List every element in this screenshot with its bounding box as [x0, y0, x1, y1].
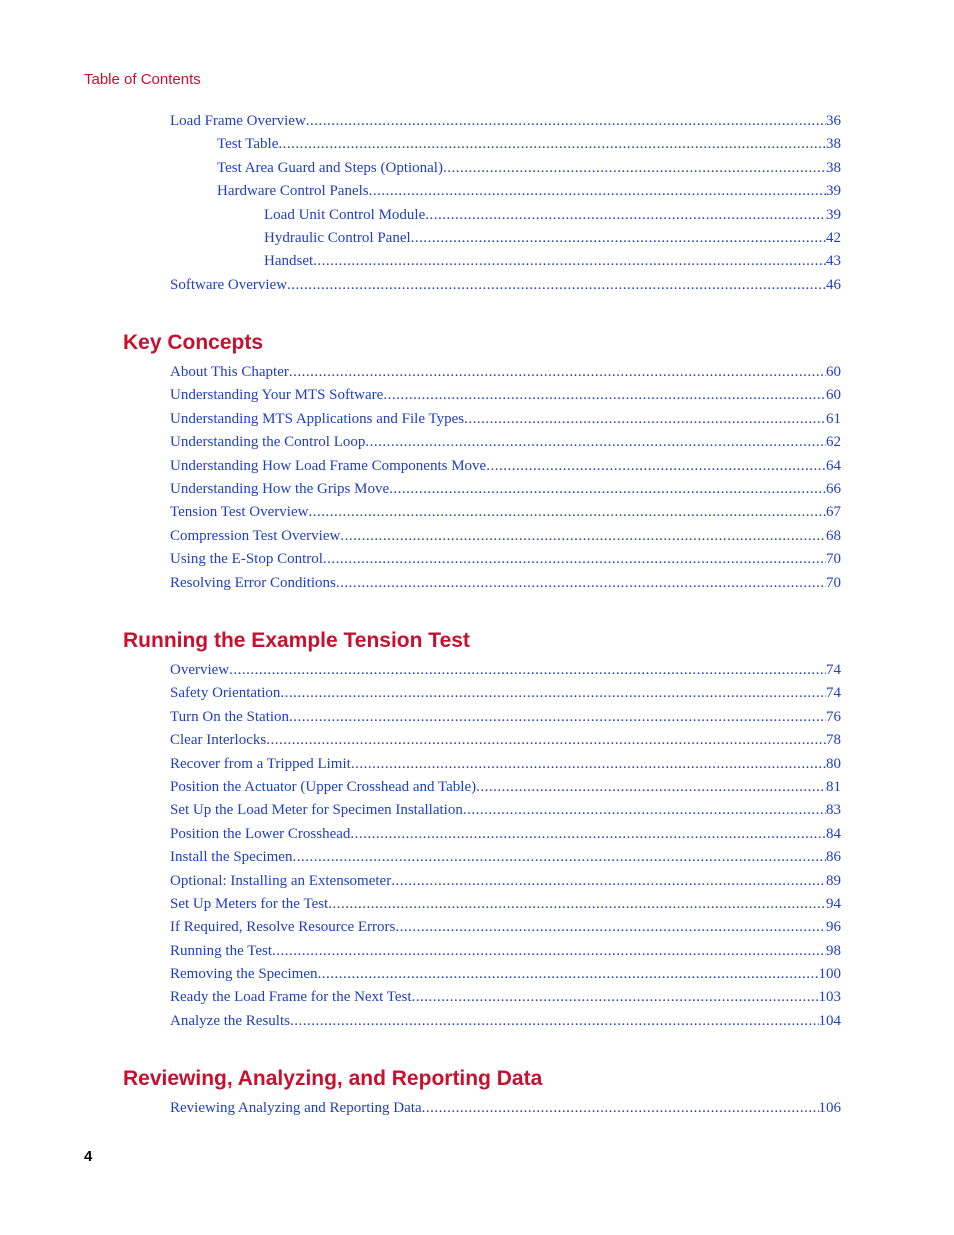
toc-entry-page: 39 [826, 183, 841, 200]
toc-entry-page: 70 [826, 551, 841, 568]
toc-entry-title: Test Table [217, 136, 279, 153]
toc-entry-page: 100 [818, 966, 841, 983]
toc-entry[interactable] [170, 753, 841, 776]
toc-list-running-example [170, 659, 841, 1033]
toc-entry-title: Install the Specimen [170, 849, 293, 866]
toc-entry-page: 74 [826, 685, 841, 702]
toc-entry-title: Recover from a Tripped Limit [170, 755, 351, 772]
toc-entry-title: Optional: Installing an Extensometer [170, 872, 392, 889]
toc-entry[interactable] [170, 157, 841, 180]
toc-entry[interactable] [170, 916, 841, 939]
toc-entry-title: Hardware Control Panels [217, 183, 369, 200]
toc-entry[interactable] [170, 659, 841, 682]
toc-entry-title: Compression Test Overview [170, 527, 341, 544]
toc-entry-page: 68 [826, 527, 841, 544]
toc-entry-title: Understanding How Load Frame Components Move [170, 457, 487, 474]
toc-entry-title: Turn On the Station [170, 708, 290, 725]
toc-entry[interactable] [170, 682, 841, 705]
toc-entry-title: About This Chapter [170, 364, 289, 380]
toc-entry-page: 81 [826, 778, 841, 795]
toc-entry[interactable] [170, 227, 841, 250]
toc-leader-dots [289, 706, 826, 729]
toc-entry[interactable] [170, 940, 841, 963]
toc-entry-page: 86 [826, 849, 841, 866]
toc-list-key-concepts [170, 361, 841, 595]
toc-entry[interactable] [170, 823, 841, 846]
toc-leader-dots [229, 659, 826, 682]
toc-entry-title: Running the Test [170, 942, 273, 959]
toc-entry-title: Understanding MTS Applications and File Types [170, 410, 465, 427]
toc-leader-dots [350, 823, 826, 846]
toc-entry[interactable] [170, 133, 841, 156]
toc-leader-dots [323, 548, 826, 571]
toc-entry-page: 38 [826, 159, 841, 176]
toc-entry[interactable] [170, 1097, 841, 1120]
toc-entry[interactable] [170, 250, 841, 273]
toc-entry-page: 42 [826, 229, 841, 246]
toc-leader-dots [336, 572, 826, 595]
toc-leader-dots [443, 157, 826, 180]
toc-entry-title: Reviewing Analyzing and Reporting Data [170, 1100, 422, 1116]
toc-entry-page: 83 [826, 802, 841, 819]
toc-entry-title: Clear Interlocks [170, 732, 267, 749]
toc-leader-dots [308, 501, 826, 524]
toc-entry[interactable] [170, 729, 841, 752]
toc-entry[interactable] [170, 274, 841, 297]
toc-leader-dots [365, 431, 826, 454]
toc-entry-page: 66 [826, 480, 841, 497]
toc-leader-dots [306, 110, 826, 133]
toc-leader-dots [328, 893, 826, 916]
toc-leader-dots [289, 361, 826, 384]
page-number: 4 [84, 1148, 93, 1165]
toc-list-reviewing-data [170, 1097, 841, 1120]
toc-entry-page: 46 [826, 276, 841, 293]
toc-entry[interactable] [170, 870, 841, 893]
toc-entry-title: Analyze the Results [170, 1012, 290, 1029]
toc-leader-dots [351, 753, 826, 776]
toc-entry-title: Position the Actuator (Upper Crosshead and Table) [170, 778, 477, 795]
toc-entry-page: 98 [826, 942, 841, 959]
toc-entry-title: Understanding Your MTS Software [170, 387, 384, 404]
toc-entry[interactable] [170, 478, 841, 501]
toc-leader-dots [340, 525, 826, 548]
toc-leader-dots [292, 846, 826, 869]
toc-entry-title: Using the E-Stop Control [170, 551, 323, 568]
toc-entry-title: Handset [264, 253, 314, 270]
toc-entry[interactable] [170, 384, 841, 407]
toc-entry[interactable] [170, 408, 841, 431]
toc-entry[interactable] [170, 572, 841, 595]
section-heading-reviewing-data: Reviewing, Analyzing, and Reporting Data [123, 1067, 543, 1090]
toc-leader-dots [476, 776, 826, 799]
toc-leader-dots [369, 180, 826, 203]
toc-entry-page: 60 [826, 364, 841, 380]
toc-entry-page: 96 [826, 919, 841, 936]
toc-entry-page: 80 [826, 755, 841, 772]
toc-leader-dots [317, 963, 818, 986]
toc-entry-title: Position the Lower Crosshead [170, 825, 351, 842]
toc-leader-dots [287, 274, 826, 297]
toc-leader-dots [266, 729, 826, 752]
toc-leader-dots [463, 799, 826, 822]
toc-entry[interactable] [170, 986, 841, 1009]
toc-entry-page: 36 [826, 113, 841, 129]
toc-entry[interactable] [170, 361, 841, 384]
toc-entry-title: Load Frame Overview [170, 113, 306, 129]
toc-entry[interactable] [170, 1010, 841, 1033]
toc-leader-dots [280, 682, 826, 705]
toc-entry[interactable] [170, 893, 841, 916]
toc-leader-dots [486, 455, 826, 478]
toc-entry-page: 38 [826, 136, 841, 153]
toc-entry-page: 62 [826, 434, 841, 451]
toc-entry-title: Safety Orientation [170, 685, 281, 702]
toc-entry-title: Software Overview [170, 276, 288, 293]
toc-entry[interactable] [170, 706, 841, 729]
toc-entry-page: 43 [826, 253, 841, 270]
toc-entry-page: 104 [818, 1012, 841, 1029]
toc-leader-dots [389, 478, 826, 501]
toc-entry-page: 74 [826, 662, 841, 678]
toc-entry[interactable] [170, 846, 841, 869]
toc-list-continued [170, 110, 841, 297]
toc-entry-page: 39 [826, 206, 841, 223]
toc-leader-dots [412, 986, 819, 1009]
toc-leader-dots [464, 408, 826, 431]
toc-entry-title: Removing the Specimen [170, 966, 318, 983]
toc-leader-dots [395, 916, 826, 939]
toc-entry-title: Tension Test Overview [170, 504, 309, 521]
toc-entry-title: Set Up the Load Meter for Specimen Installation [170, 802, 463, 819]
toc-entry-title: Overview [170, 662, 230, 678]
toc-entry-page: 60 [826, 387, 841, 404]
toc-entry[interactable] [170, 501, 841, 524]
toc-entry-page: 103 [818, 989, 841, 1006]
toc-entry-title: Test Area Guard and Steps (Optional) [217, 159, 443, 176]
toc-entry[interactable] [170, 110, 841, 133]
toc-leader-dots [313, 250, 826, 273]
toc-leader-dots [290, 1010, 819, 1033]
toc-entry-title: Resolving Error Conditions [170, 574, 336, 591]
toc-entry[interactable] [170, 180, 841, 203]
toc-leader-dots [272, 940, 826, 963]
section-heading-key-concepts: Key Concepts [123, 331, 264, 354]
toc-entry-page: 89 [826, 872, 841, 889]
toc-entry[interactable] [170, 525, 841, 548]
toc-leader-dots [383, 384, 826, 407]
toc-entry-page: 106 [818, 1100, 841, 1116]
running-header: Table of Contents [84, 71, 201, 88]
toc-entry[interactable] [170, 431, 841, 454]
toc-entry-title: Ready the Load Frame for the Next Test [170, 989, 412, 1006]
toc-leader-dots [278, 133, 826, 156]
toc-leader-dots [391, 870, 826, 893]
toc-entry[interactable] [170, 548, 841, 571]
toc-entry-title: Understanding the Control Loop [170, 434, 366, 451]
toc-leader-dots [425, 204, 826, 227]
toc-entry-page: 64 [826, 457, 841, 474]
toc-entry-title: If Required, Resolve Resource Errors [170, 919, 396, 936]
toc-entry-title: Set Up Meters for the Test [170, 895, 329, 912]
toc-entry[interactable] [170, 455, 841, 478]
toc-entry-page: 76 [826, 708, 841, 725]
toc-leader-dots [422, 1097, 819, 1120]
toc-entry-title: Understanding How the Grips Move [170, 480, 390, 497]
toc-entry-page: 61 [826, 410, 841, 427]
toc-entry[interactable] [170, 963, 841, 986]
toc-entry-title: Load Unit Control Module [264, 206, 426, 223]
toc-entry[interactable] [170, 776, 841, 799]
toc-entry-page: 78 [826, 732, 841, 749]
section-heading-running-example: Running the Example Tension Test [123, 629, 470, 652]
toc-entry-page: 70 [826, 574, 841, 591]
toc-entry-page: 84 [826, 825, 841, 842]
toc-leader-dots [411, 227, 826, 250]
toc-entry-title: Hydraulic Control Panel [264, 229, 411, 246]
toc-entry-page: 67 [826, 504, 841, 521]
toc-entry-page: 94 [826, 895, 841, 912]
toc-entry[interactable] [170, 799, 841, 822]
toc-entry[interactable] [170, 204, 841, 227]
